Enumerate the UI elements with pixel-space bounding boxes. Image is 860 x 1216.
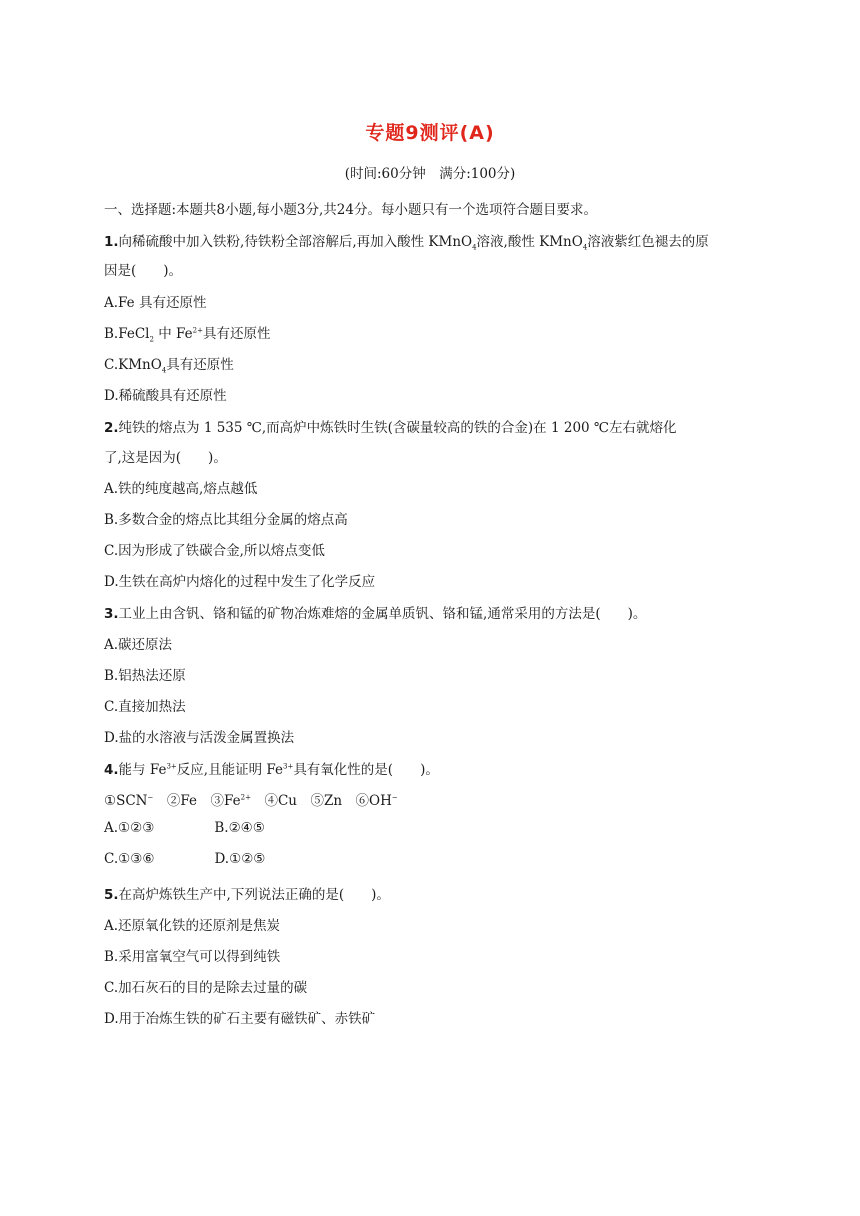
question-3-option-d: D.盐的水溶液与活泼金属置换法	[104, 730, 295, 746]
question-4-option-b: B.②④⑤	[214, 820, 265, 836]
question-2-option-d: D.生铁在高炉内熔化的过程中发生了化学反应	[104, 574, 376, 590]
question-number: 1.	[104, 234, 119, 250]
question-4-stem: 4.能与 $Fe^{3+}$反应,且能证明 $Fe^{3+}$具有氧化性的是( )。	[104, 762, 439, 778]
question-4-option-c: C.①③⑥	[104, 851, 155, 867]
question-5-stem: 5.在高炉炼铁生产中,下列说法正确的是( )。	[104, 887, 390, 903]
page-title: 专题9测评(A)	[365, 122, 495, 144]
question-1-stem: 1.向稀硫酸中加入铁粉,待铁粉全部溶解后,再加入酸性 KMnO$_4$溶液,酸性 KMnO$_4$溶液紫红色褪去的原	[104, 234, 709, 252]
question-2-option-a: A.铁的纯度越高,熔点越低	[104, 481, 258, 497]
question-5-option-b: B.采用富氧空气可以得到纯铁	[104, 949, 281, 965]
question-4-option-a: A.①②③	[104, 820, 155, 836]
question-3-stem: 3.工业上由含钒、铬和锰的矿物冶炼难熔的金属单质钒、铬和锰,通常采用的方法是( )。	[104, 606, 647, 622]
question-number: 3.	[104, 606, 119, 622]
question-1-option-c: C.KMnO$_4$具有还原性	[104, 357, 234, 375]
exam-info: (时间:60分钟 满分:100分)	[344, 166, 516, 182]
question-2-option-c: C.因为形成了铁碳合金,所以熔点变低	[104, 543, 325, 559]
question-4-option-d: D.①②⑤	[214, 851, 266, 867]
question-5-option-a: A.还原氧化铁的还原剂是焦炭	[104, 918, 281, 934]
question-1-option-d: D.稀硫酸具有还原性	[104, 388, 227, 404]
question-3-option-a: A.碳还原法	[104, 637, 173, 653]
question-4-options-row-1	[104, 820, 265, 836]
question-1-option-a: A.Fe 具有还原性	[104, 295, 207, 311]
question-5-option-d: D.用于冶炼生铁的矿石主要有磁铁矿、赤铁矿	[104, 1011, 376, 1027]
question-3-option-b: B.铝热法还原	[104, 668, 186, 684]
question-number: 4.	[104, 762, 119, 778]
question-2-option-b: B.多数合金的熔点比其组分金属的熔点高	[104, 512, 348, 528]
question-4-options-row-2	[104, 851, 265, 867]
section-heading: 一、选择题:本题共8小题,每小题3分,共24分。每小题只有一个选项符合题目要求。	[104, 202, 597, 218]
question-2-stem: 2.纯铁的熔点为 1 535 ℃,而高炉中炼铁时生铁(含碳量较高的铁的合金)在 1 200 ℃左右就熔化	[104, 420, 677, 436]
question-4-items: ①SCN− ②Fe $③Fe^{2+}$ ④Cu ⑤Zn ⑥OH−	[104, 793, 398, 809]
question-number: 5.	[104, 887, 119, 903]
question-1-stem-cont: 因是( )。	[104, 263, 183, 279]
question-1-option-b: B.FeCl$_2$ 中 $Fe^{2+}$具有还原性	[104, 326, 271, 344]
question-5-option-c: C.加石灰石的目的是除去过量的碳	[104, 980, 308, 996]
question-number: 2.	[104, 420, 119, 436]
question-2-stem-cont: 了,这是因为( )。	[104, 450, 227, 466]
question-3-option-c: C.直接加热法	[104, 699, 186, 715]
